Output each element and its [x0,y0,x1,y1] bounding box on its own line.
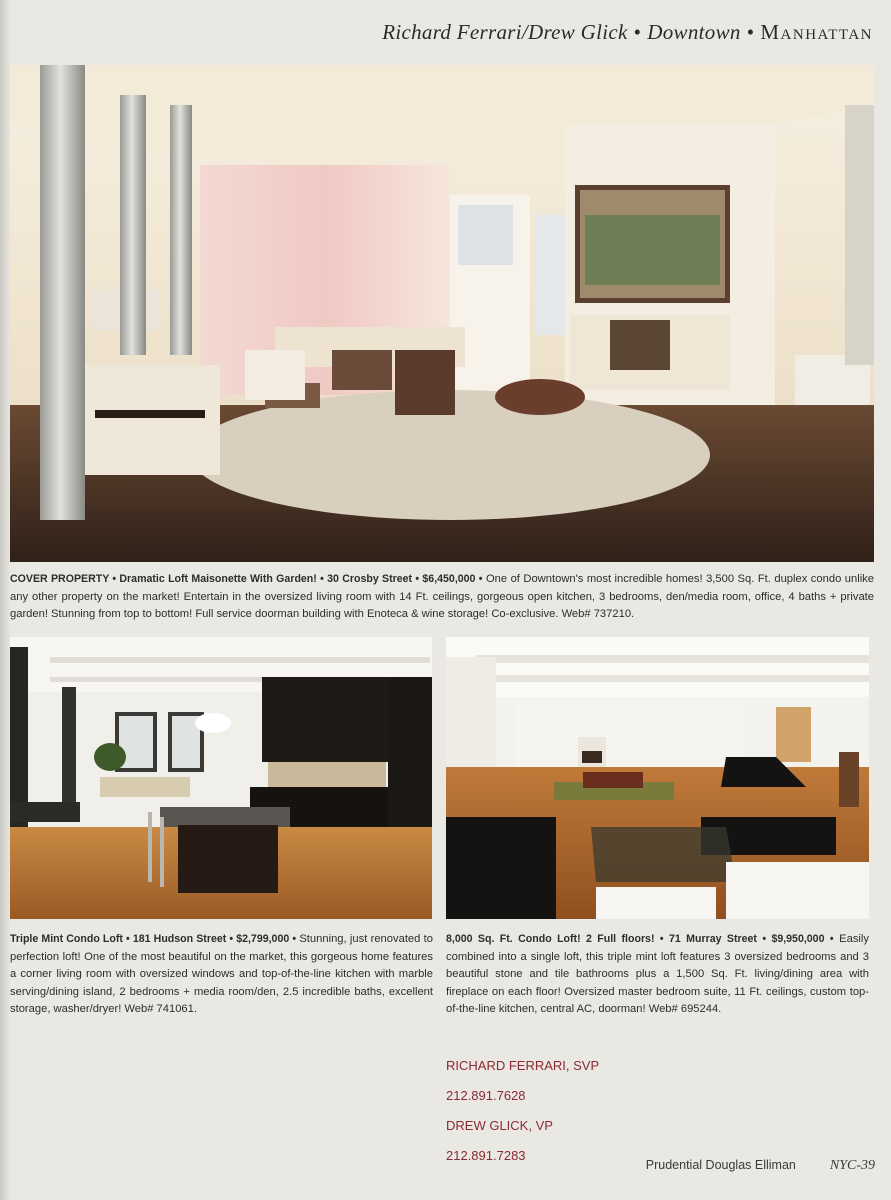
cover-property-caption [10,571,874,624]
header-agents: Richard Ferrari/Drew Glick [382,20,628,44]
cover-property-title: COVER PROPERTY • Dramatic Loft Maisonette With Garden! • 30 Crosby Street • $6,450,000 • [10,573,483,585]
header-area: Downtown [647,20,741,44]
hudson-street-photo [10,637,432,919]
murray-street-body: Easily combined into a single loft, this triple mint loft features 3 oversized bedrooms and 3 beautiful stone and tile bathrooms plus a 1,500 Sq. Ft. living/dining area with fireplace on each floor! Oversized master bedroom suite, 11 Ft. ceilings, custom top-of-the-line kitchen, central AC, doorman! Web# 695244. [446,933,869,1016]
agent-name-ferrari: RICHARD FERRARI, SVP [446,1058,600,1073]
footer-brand: Prudential Douglas Elliman [645,1158,796,1172]
running-header [382,20,873,45]
agent-name-glick: DREW GLICK, VP [446,1118,553,1133]
agent-contacts [446,1051,746,1171]
murray-street-caption [446,931,869,1019]
hudson-street-body: Stunning, just renovated to perfection loft! One of the most beautiful on the market, this gorgeous home features a corner living room with oversized windows and top-of-the-line kitchen with marble serving/dining island, 2 bedrooms + media room/den, 2.5 incredible baths, excellent storage, washer/dryer! Web# 741061. [10,933,433,1016]
header-separator-1: • [633,20,642,44]
page-footer [646,1158,875,1174]
murray-street-photo [446,637,869,919]
cover-property-photo [10,65,874,562]
agent-phone-ferrari: 212.891.7628 [446,1088,526,1103]
header-borough: Manhattan [760,20,873,44]
page-number: NYC-39 [829,1158,875,1173]
murray-street-title: 8,000 Sq. Ft. Condo Loft! 2 Full floors! • 71 Murray Street • $9,950,000 • [446,933,834,945]
agent-phone-glick: 212.891.7283 [446,1148,526,1163]
cover-property-body: One of Downtown's most incredible homes! 3,500 Sq. Ft. duplex condo unlike any other property on the market! Entertain in the oversized living room with 14 Ft. ceilings, gorgeous open kitchen, 3 bedrooms, den/media room, office, 4 baths + private garden! Stunning from top to bottom! Full service doorman building with Enoteca & wine storage! Co-exclusive. Web# 737210. [10,573,874,621]
hudson-street-caption [10,931,433,1019]
page-binding-edge [0,0,10,1200]
header-separator-2: • [746,20,755,44]
hudson-street-title: Triple Mint Condo Loft • 181 Hudson Street • $2,799,000 • [10,933,297,945]
